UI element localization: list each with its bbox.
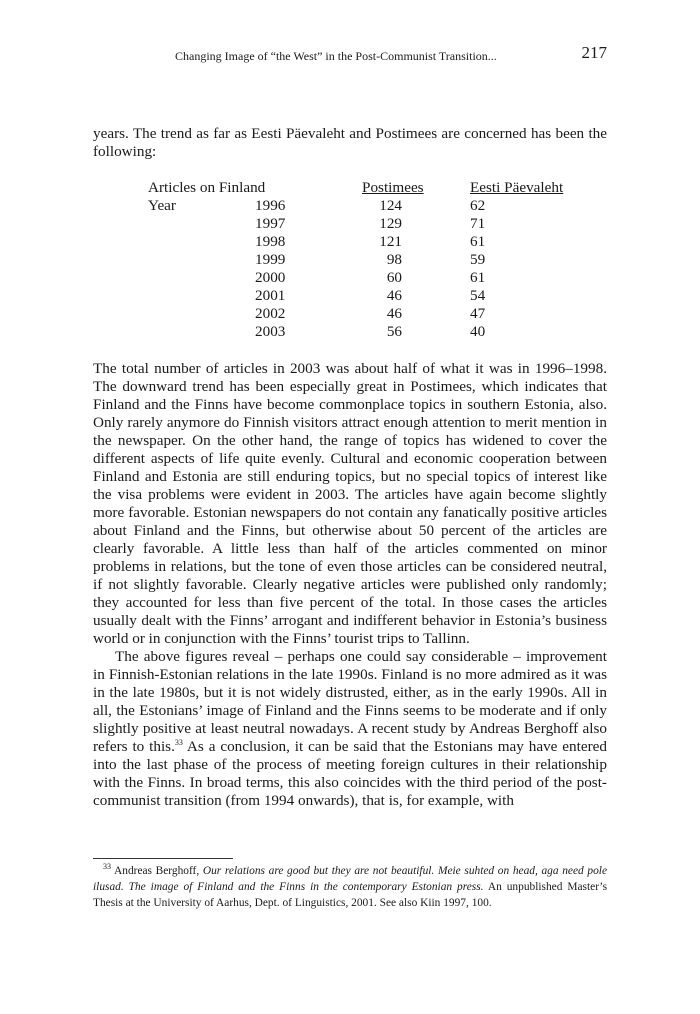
body-paragraph bbox=[93, 648, 607, 810]
table-row bbox=[148, 269, 588, 287]
eesti-cell: 61 bbox=[470, 233, 486, 250]
year-cell: 2003 bbox=[255, 323, 286, 340]
table-title: Articles on Finland bbox=[148, 179, 266, 196]
year-cell: 2002 bbox=[255, 305, 286, 322]
table-header-row bbox=[148, 179, 588, 197]
table-row bbox=[148, 251, 588, 269]
postimees-cell: 121 bbox=[379, 233, 402, 250]
year-cell: 1996 bbox=[255, 197, 286, 214]
footnote-author: Andreas Berghoff, bbox=[114, 865, 200, 877]
eesti-cell: 61 bbox=[470, 269, 486, 286]
row-label: Year bbox=[148, 197, 176, 214]
year-cell: 2000 bbox=[255, 269, 286, 286]
eesti-cell: 40 bbox=[470, 323, 486, 340]
intro-text bbox=[93, 125, 607, 161]
page-number: 217 bbox=[581, 43, 607, 62]
footnote-title: Our relations are good but they are not beautiful. Meie suhted on head, aga need pole ilusad. The image of Finland and the Finns in the contemporary Estonian press. bbox=[93, 865, 607, 893]
postimees-cell: 46 bbox=[386, 287, 402, 304]
postimees-cell: 46 bbox=[386, 305, 402, 322]
year-cell: 2001 bbox=[255, 287, 286, 304]
table-row bbox=[148, 215, 588, 233]
table-row bbox=[148, 233, 588, 251]
postimees-cell: 129 bbox=[379, 215, 402, 232]
paragraph-text: As a conclusion, it can be said that the Estonians may have entered into the last phase of the process of meeting foreign cultures in their relationship with the Finns. In broad terms, this also coincides with the third period of the post-communist transition (from 1994 onwards), that is, for example, with bbox=[93, 738, 607, 809]
footnote-divider bbox=[93, 858, 233, 859]
table-row bbox=[148, 287, 588, 305]
postimees-cell: 56 bbox=[386, 323, 402, 340]
postimees-cell: 60 bbox=[386, 269, 402, 286]
eesti-cell: 71 bbox=[470, 215, 486, 232]
column-header-postimees: Postimees bbox=[362, 179, 424, 196]
running-title: Changing Image of “the West” in the Post-Communist Transition... bbox=[175, 49, 497, 63]
eesti-cell: 54 bbox=[470, 287, 486, 304]
table-row bbox=[148, 197, 588, 215]
footnote-number: 33 bbox=[103, 862, 111, 872]
articles-table bbox=[148, 179, 588, 341]
footnote-reference: 33 bbox=[174, 737, 183, 747]
postimees-cell: 98 bbox=[386, 251, 402, 268]
year-cell: 1998 bbox=[255, 233, 286, 250]
table-row bbox=[148, 323, 588, 341]
footnote-details: An unpublished Master’s Thesis at the University of Aarhus, Dept. of Linguistics, 2001. See also Kiin 1997, 100. bbox=[93, 881, 608, 909]
year-cell: 1999 bbox=[255, 251, 286, 268]
eesti-cell: 47 bbox=[470, 305, 486, 322]
eesti-cell: 59 bbox=[470, 251, 486, 268]
paragraph-text: The above figures reveal – perhaps one could say considerable – improvement in Finnish-Estonian relations in the late 1990s. Finland is no more admired as it was in the late 1980s, but it is not widely distrusted, either, as in the early 1990s. All in all, the Estonians’ image of Finland and the Finns seems to be moderate and if only slightly positive at least neutral nowadays. A recent study by Andreas Berghoff also refers to this. bbox=[93, 648, 607, 755]
footnote bbox=[93, 863, 607, 911]
eesti-cell: 62 bbox=[470, 197, 486, 214]
intro-paragraph: years. The trend as far as Eesti Päevaleht and Postimees are concerned has been the following: bbox=[93, 125, 607, 160]
year-cell: 1997 bbox=[255, 215, 286, 232]
body-paragraph: The total number of articles in 2003 was about half of what it was in 1996–1998. The downward trend has been especially great in Postimees, which indicates that Finland and the Finns have become commonplace topics in southern Estonia, also. Only rarely anymore do Finnish visitors attract enough attention to merit mention in the newspaper. On the other hand, the range of topics has widened to cover the different aspects of life quite evenly. Cultural and economic cooperation between Finland and Estonia are still enduring topics, but no special topics of interest like the visa problems were evident in 2003. The articles have again become slightly more favorable. Estonian newspapers do not contain any fanatically positive articles about Finland and the Finns, but otherwise about 50 percent of the articles are clearly favorable. A little less than half of the articles commented on minor problems in relations, but the tone of even those articles can be considered neutral, if not slightly favorable. Clearly negative articles were published only randomly; they accounted for less than five percent of the total. In those cases the articles usually dealt with the Finns’ arrogant and indifferent behavior in Estonia’s business world or in conjunction with the Finns’ tourist trips to Tallinn. bbox=[93, 360, 607, 647]
postimees-cell: 124 bbox=[379, 197, 402, 214]
body-text bbox=[93, 360, 607, 810]
table-row bbox=[148, 305, 588, 323]
column-header-eesti-paevaleht: Eesti Päevaleht bbox=[470, 179, 564, 196]
